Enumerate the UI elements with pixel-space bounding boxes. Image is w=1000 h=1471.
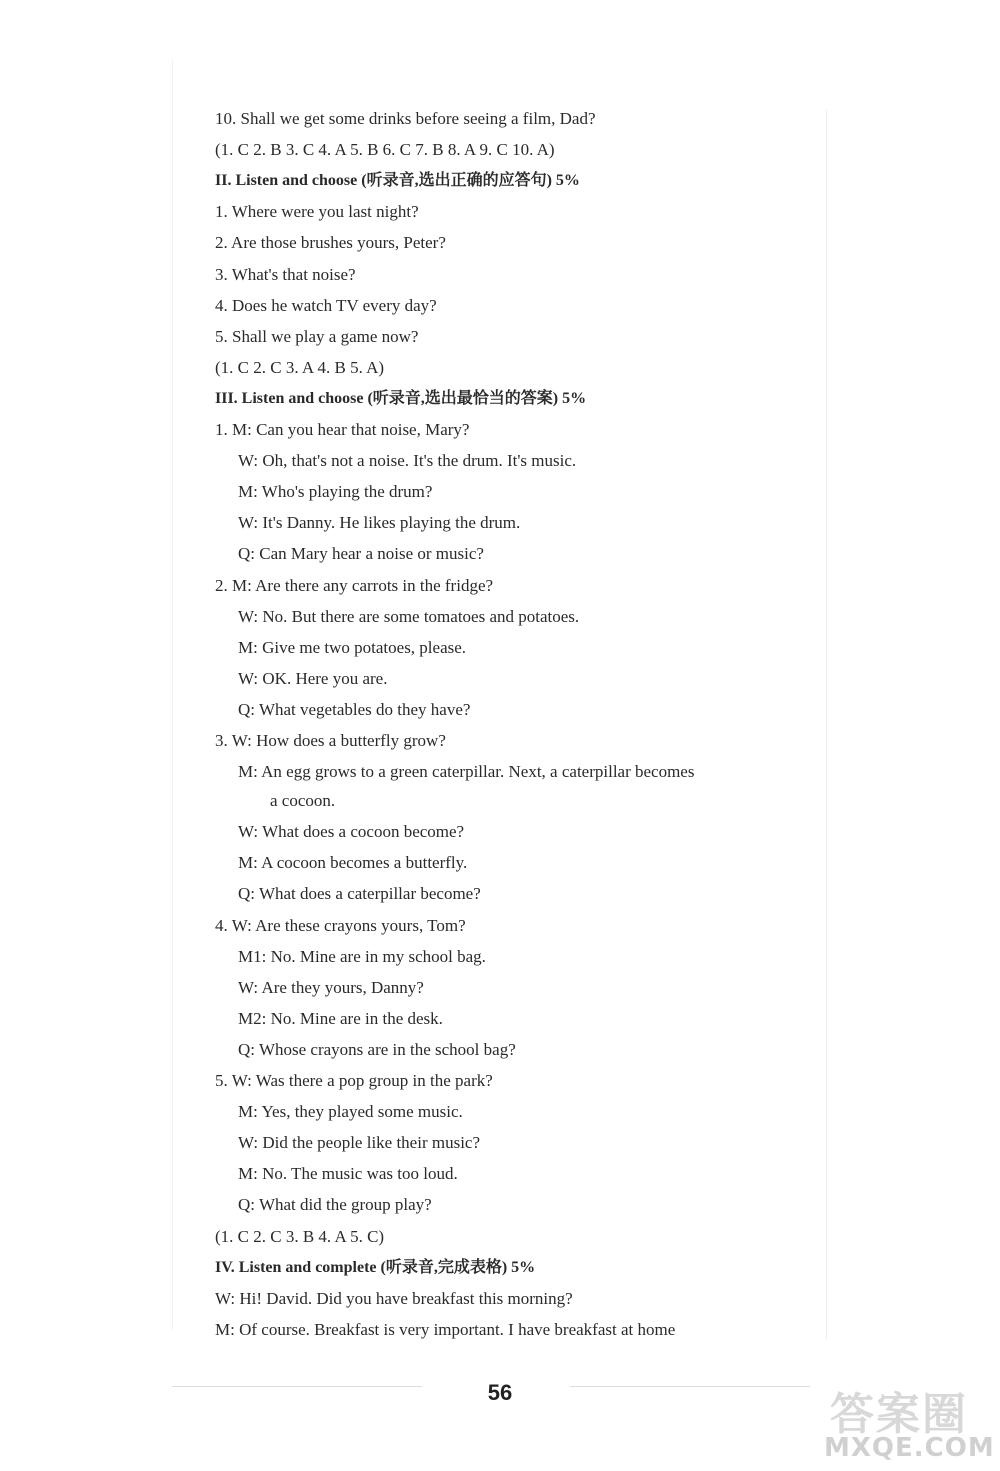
right-margin-line <box>826 110 827 1340</box>
text-line: M: No. The music was too loud. <box>238 1164 458 1184</box>
watermark-chars: 答案圈 <box>830 1389 968 1440</box>
text-line: W: Did the people like their music? <box>238 1133 481 1153</box>
text-line: 2. Are those brushes yours, Peter? <box>215 233 446 253</box>
text-line: (1. C 2. C 3. A 4. B 5. A) <box>215 357 385 377</box>
text-line: 4. Does he watch TV every day? <box>215 295 437 315</box>
text-line: 3. What's that noise? <box>215 264 356 284</box>
text-line: 1. Where were you last night? <box>215 202 419 222</box>
section-heading: II. Listen and choose (听录音,选出正确的应答句) 5% <box>215 172 580 190</box>
watermark-url: MXQE.COM <box>824 1433 995 1463</box>
text-line: 4. W: Are these crayons yours, Tom? <box>215 915 466 935</box>
text-line: Q: Whose crayons are in the school bag? <box>238 1039 516 1059</box>
text-line: 3. W: How does a butterfly grow? <box>215 731 446 750</box>
text-line: M: Yes, they played some music. <box>238 1102 463 1122</box>
text-line: W: No. But there are some tomatoes and potatoes. <box>238 606 580 626</box>
text-line: M2: No. Mine are in the desk. <box>238 1008 443 1028</box>
text-line: W: Hi! David. Did you have breakfast this morning? <box>215 1288 573 1308</box>
text-line: W: Oh, that's not a noise. It's the drum. It's music. <box>238 451 577 471</box>
text-line: (1. C 2. B 3. C 4. A 5. B 6. C 7. B 8. A 9. C 10. A) <box>215 140 555 160</box>
section-heading: IV. Listen and complete (听录音,完成表格) 5% <box>215 1258 536 1276</box>
text-line: W: Are they yours, Danny? <box>238 977 424 997</box>
text-line: Q: What does a caterpillar become? <box>238 884 481 904</box>
section-heading: III. Listen and choose (听录音,选出最恰当的答案) 5% <box>215 389 587 407</box>
text-line: Q: Can Mary hear a noise or music? <box>238 544 484 564</box>
text-line: 5. Shall we play a game now? <box>215 326 419 346</box>
text-line: M: An egg grows to a green caterpillar. Next, a caterpillar becomes <box>238 762 695 782</box>
text-line: M: Of course. Breakfast is very important. I have breakfast at home <box>215 1319 676 1339</box>
text-line: M1: No. Mine are in my school bag. <box>238 946 486 966</box>
text-line: a cocoon. <box>270 791 336 811</box>
watermark-logo <box>810 1378 1000 1471</box>
text-line: 2. M: Are there any carrots in the fridge? <box>215 575 494 595</box>
text-line: M: Who's playing the drum? <box>238 482 433 502</box>
text-line: M: Give me two potatoes, please. <box>238 637 467 657</box>
text-line: W: It's Danny. He likes playing the drum. <box>238 513 521 533</box>
text-line: Q: What vegetables do they have? <box>238 699 471 719</box>
text-line: W: What does a cocoon become? <box>238 822 465 842</box>
left-margin-line <box>172 60 173 1330</box>
text-line: 10. Shall we get some drinks before seeing a film, Dad? <box>215 109 596 128</box>
text-line: W: OK. Here you are. <box>238 668 388 688</box>
page-number: 56 <box>487 1380 513 1405</box>
text-line: M: A cocoon becomes a butterfly. <box>238 853 468 873</box>
text-line: 5. W: Was there a pop group in the park? <box>215 1071 493 1090</box>
text-line: 1. M: Can you hear that noise, Mary? <box>215 420 470 439</box>
text-line: Q: What did the group play? <box>238 1195 432 1215</box>
text-line: (1. C 2. C 3. B 4. A 5. C) <box>215 1226 385 1246</box>
